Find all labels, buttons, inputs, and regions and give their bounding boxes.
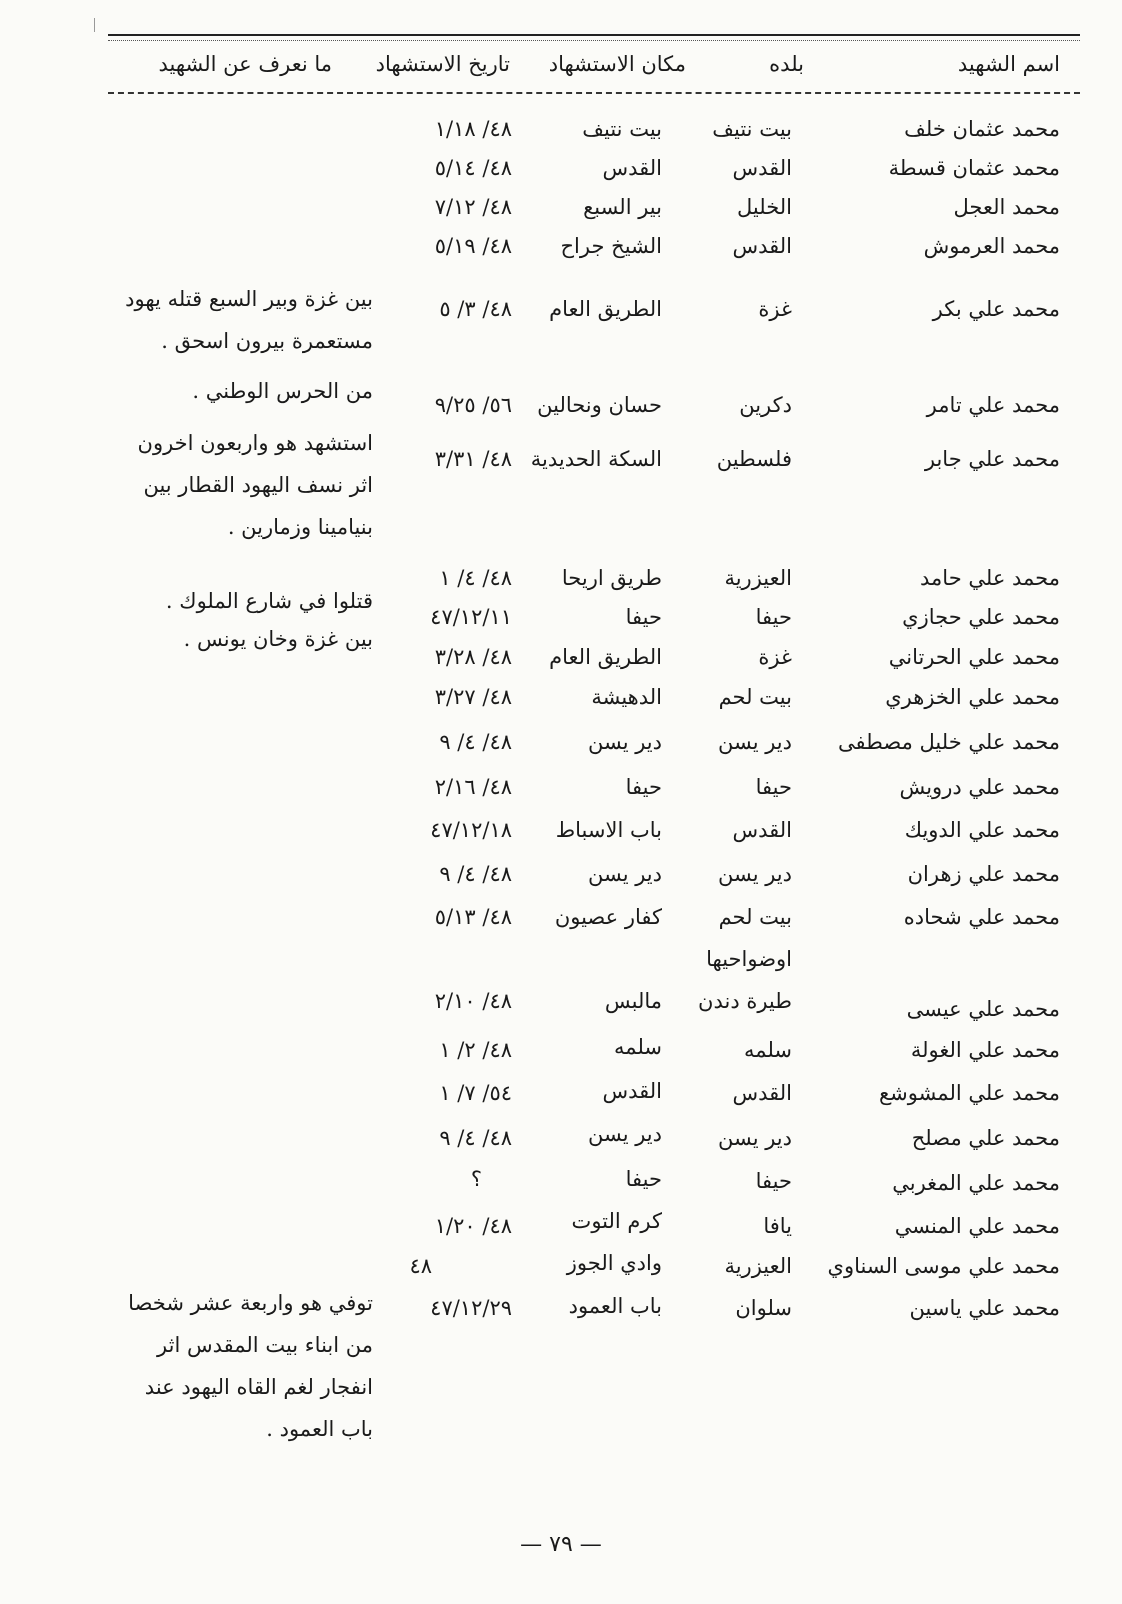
martyr-town: دكرين	[739, 393, 792, 417]
martyr-place: كرم التوت	[571, 1209, 662, 1233]
martyr-note: استشهد هو واربعون اخرون اثر نسف اليهود القطار بين بنيامينا وزمارين .	[137, 431, 373, 539]
martyr-note: بين غزة وبير السبع قتله يهود مستعمرة بيرون اسحق .	[125, 287, 373, 353]
martyr-name: محمد علي حامد	[920, 566, 1060, 590]
martyr-name: محمد علي الخزهري	[885, 685, 1060, 709]
martyr-place: باب الاسباط	[555, 818, 662, 842]
martyr-name: محمد علي المشوشع	[878, 1081, 1060, 1105]
martyr-date: ٤٨/ ٧/١٢	[434, 195, 512, 219]
martyr-name: محمد علي المنسي	[894, 1214, 1060, 1238]
martyr-town: سلوان	[735, 1296, 792, 1320]
martyr-place: سلمه	[614, 1035, 662, 1059]
martyr-date: ٤٨/ ٣/٣١	[434, 447, 512, 471]
martyr-town: حيفا	[755, 605, 792, 629]
martyr-name: محمد علي شحاده	[903, 905, 1060, 929]
martyr-place: الطريق العام	[549, 297, 662, 321]
martyr-place: القدس	[602, 1079, 662, 1103]
martyr-town: دير يسن	[717, 862, 792, 886]
martyr-town: العيزرية	[724, 566, 792, 590]
martyr-town: العيزرية	[724, 1254, 792, 1278]
martyr-name: محمد علي ياسين	[909, 1296, 1060, 1320]
martyr-date: ٤٨/ ١/١٨	[434, 117, 512, 141]
martyr-date: ٤٨/ ٤/ ٩	[439, 862, 512, 886]
martyr-town: القدس	[732, 234, 792, 258]
martyr-name: محمد علي الحرتاني	[888, 645, 1060, 669]
martyr-place: حيفا	[625, 1167, 662, 1191]
martyr-town: غزة	[758, 645, 792, 669]
martyr-date: ٤٧/١٢/١٨	[430, 818, 512, 842]
martyr-date: ؟	[470, 1167, 482, 1191]
martyr-town: فلسطين	[716, 447, 792, 471]
martyr-note: من الحرس الوطني .	[192, 379, 373, 403]
header-name: اسم الشهيد	[957, 52, 1060, 76]
martyr-town: طيرة دندن	[698, 989, 792, 1013]
martyr-town: سلمه	[744, 1038, 792, 1062]
martyr-date: ٤٨/ ٣/٢٧	[434, 685, 512, 709]
martyr-town: القدس	[732, 156, 792, 180]
martyr-town: حيفا	[755, 775, 792, 799]
martyr-town: القدس	[732, 818, 792, 842]
martyr-name: محمد علي الدويك	[904, 818, 1060, 842]
martyr-date: ٤٧/١٢/١١	[430, 605, 512, 629]
martyr-note: بين غزة وخان يونس .	[183, 627, 373, 651]
martyr-note: توفي هو واربعة عشر شخصا من ابناء بيت المقدس اثر انفجار لغم القاه اليهود عند باب العمود .	[128, 1291, 373, 1441]
martyr-town: اوضواحيها	[706, 947, 792, 971]
martyr-place: دير يسن	[587, 862, 662, 886]
header-rule	[108, 92, 1080, 94]
martyr-place: طريق اريحا	[561, 566, 662, 590]
header-place: مكان الاستشهاد	[548, 52, 686, 76]
martyr-name: محمد عثمان خلف	[904, 117, 1060, 141]
martyr-date: ٤٨/ ١/٢٠	[434, 1214, 512, 1238]
martyr-town: دير يسن	[717, 1126, 792, 1150]
martyr-place: القدس	[602, 156, 662, 180]
martyr-place: الدهيشة	[591, 685, 662, 709]
martyr-place: السكة الحديدية	[530, 447, 662, 471]
martyr-date: ٤٨/ ٣/٢٨	[434, 645, 512, 669]
martyr-date: ٤٨/ ٤/ ١	[439, 566, 512, 590]
martyr-name: محمد علي درويش	[899, 775, 1060, 799]
martyr-date: ٤٨/ ٥/١٩	[434, 234, 512, 258]
martyr-date: ٤٨/ ٥/١٣	[434, 905, 512, 929]
top-rule-dotted	[108, 40, 1080, 41]
martyr-name: محمد العرموش	[923, 234, 1060, 258]
martyr-place: كفار عصيون	[554, 905, 662, 929]
martyr-place: حيفا	[625, 605, 662, 629]
martyr-name: محمد علي موسى السناوي	[827, 1254, 1060, 1278]
martyr-date: ٤٧/١٢/٢٩	[430, 1296, 512, 1320]
martyr-place: الطريق العام	[549, 645, 662, 669]
martyr-name: محمد علي خليل مصطفى	[838, 730, 1060, 754]
martyr-name: محمد علي زهران	[907, 862, 1060, 886]
martyr-date: ٥٦/ ٩/٢٥	[434, 393, 512, 417]
martyr-name: محمد العجل	[953, 195, 1060, 219]
martyr-name: محمد علي جابر	[924, 447, 1060, 471]
martyr-place: دير يسن	[587, 1122, 662, 1146]
martyr-date: ٤٨	[409, 1254, 432, 1278]
martyr-place: وادي الجوز	[566, 1251, 662, 1275]
martyr-date: ٤٨/ ٢/١٠	[434, 989, 512, 1013]
martyr-place: مالبس	[604, 989, 662, 1013]
martyr-date: ٤٨/ ٢/ ١	[439, 1038, 512, 1062]
martyr-date: ٤٨/ ٤/ ٩	[439, 730, 512, 754]
martyr-name: محمد علي عيسى	[906, 997, 1060, 1021]
martyr-place: بيت نتيف	[582, 117, 662, 141]
martyr-town: دير يسن	[717, 730, 792, 754]
martyr-name: محمد عثمان قسطة	[888, 156, 1060, 180]
martyr-date: ٤٨/ ٣/ ٥	[439, 297, 512, 321]
martyr-town: القدس	[732, 1081, 792, 1105]
header-notes: ما نعرف عن الشهيد	[158, 52, 332, 76]
header-date: تاريخ الاستشهاد	[375, 52, 510, 76]
martyr-place: بير السبع	[583, 195, 662, 219]
header-town: بلده	[769, 52, 804, 76]
martyr-town: بيت لحم	[718, 905, 792, 929]
martyr-date: ٤٨/ ٤/ ٩	[439, 1126, 512, 1150]
martyr-name: محمد علي المغربي	[892, 1171, 1060, 1195]
martyr-place: باب العمود	[568, 1294, 662, 1318]
martyr-date: ٥٤/ ٧/ ١	[439, 1081, 512, 1105]
martyr-town: غزة	[758, 297, 792, 321]
martyr-place: الشيخ جراح	[560, 234, 662, 258]
martyr-name: محمد علي الغولة	[910, 1038, 1060, 1062]
margin-mark	[94, 18, 95, 32]
top-rule	[108, 34, 1080, 36]
martyr-name: محمد علي بكر	[932, 297, 1060, 321]
martyr-date: ٤٨/ ٥/١٤	[434, 156, 512, 180]
page-number: — ٧٩ —	[520, 1532, 602, 1557]
martyr-name: محمد علي حجازي	[902, 605, 1060, 629]
martyr-name: محمد علي مصلح	[911, 1126, 1060, 1150]
martyr-note: قتلوا في شارع الملوك .	[165, 589, 373, 613]
martyr-town: بيت نتيف	[712, 117, 792, 141]
martyr-town: يافا	[763, 1214, 792, 1238]
martyr-town: الخليل	[737, 195, 792, 219]
martyr-town: بيت لحم	[718, 685, 792, 709]
martyr-place: دير يسن	[587, 730, 662, 754]
martyr-place: حسان ونحالين	[537, 393, 662, 417]
martyr-date: ٤٨/ ٢/١٦	[434, 775, 512, 799]
martyr-name: محمد علي تامر	[926, 393, 1060, 417]
martyr-town: حيفا	[755, 1169, 792, 1193]
martyr-place: حيفا	[625, 775, 662, 799]
